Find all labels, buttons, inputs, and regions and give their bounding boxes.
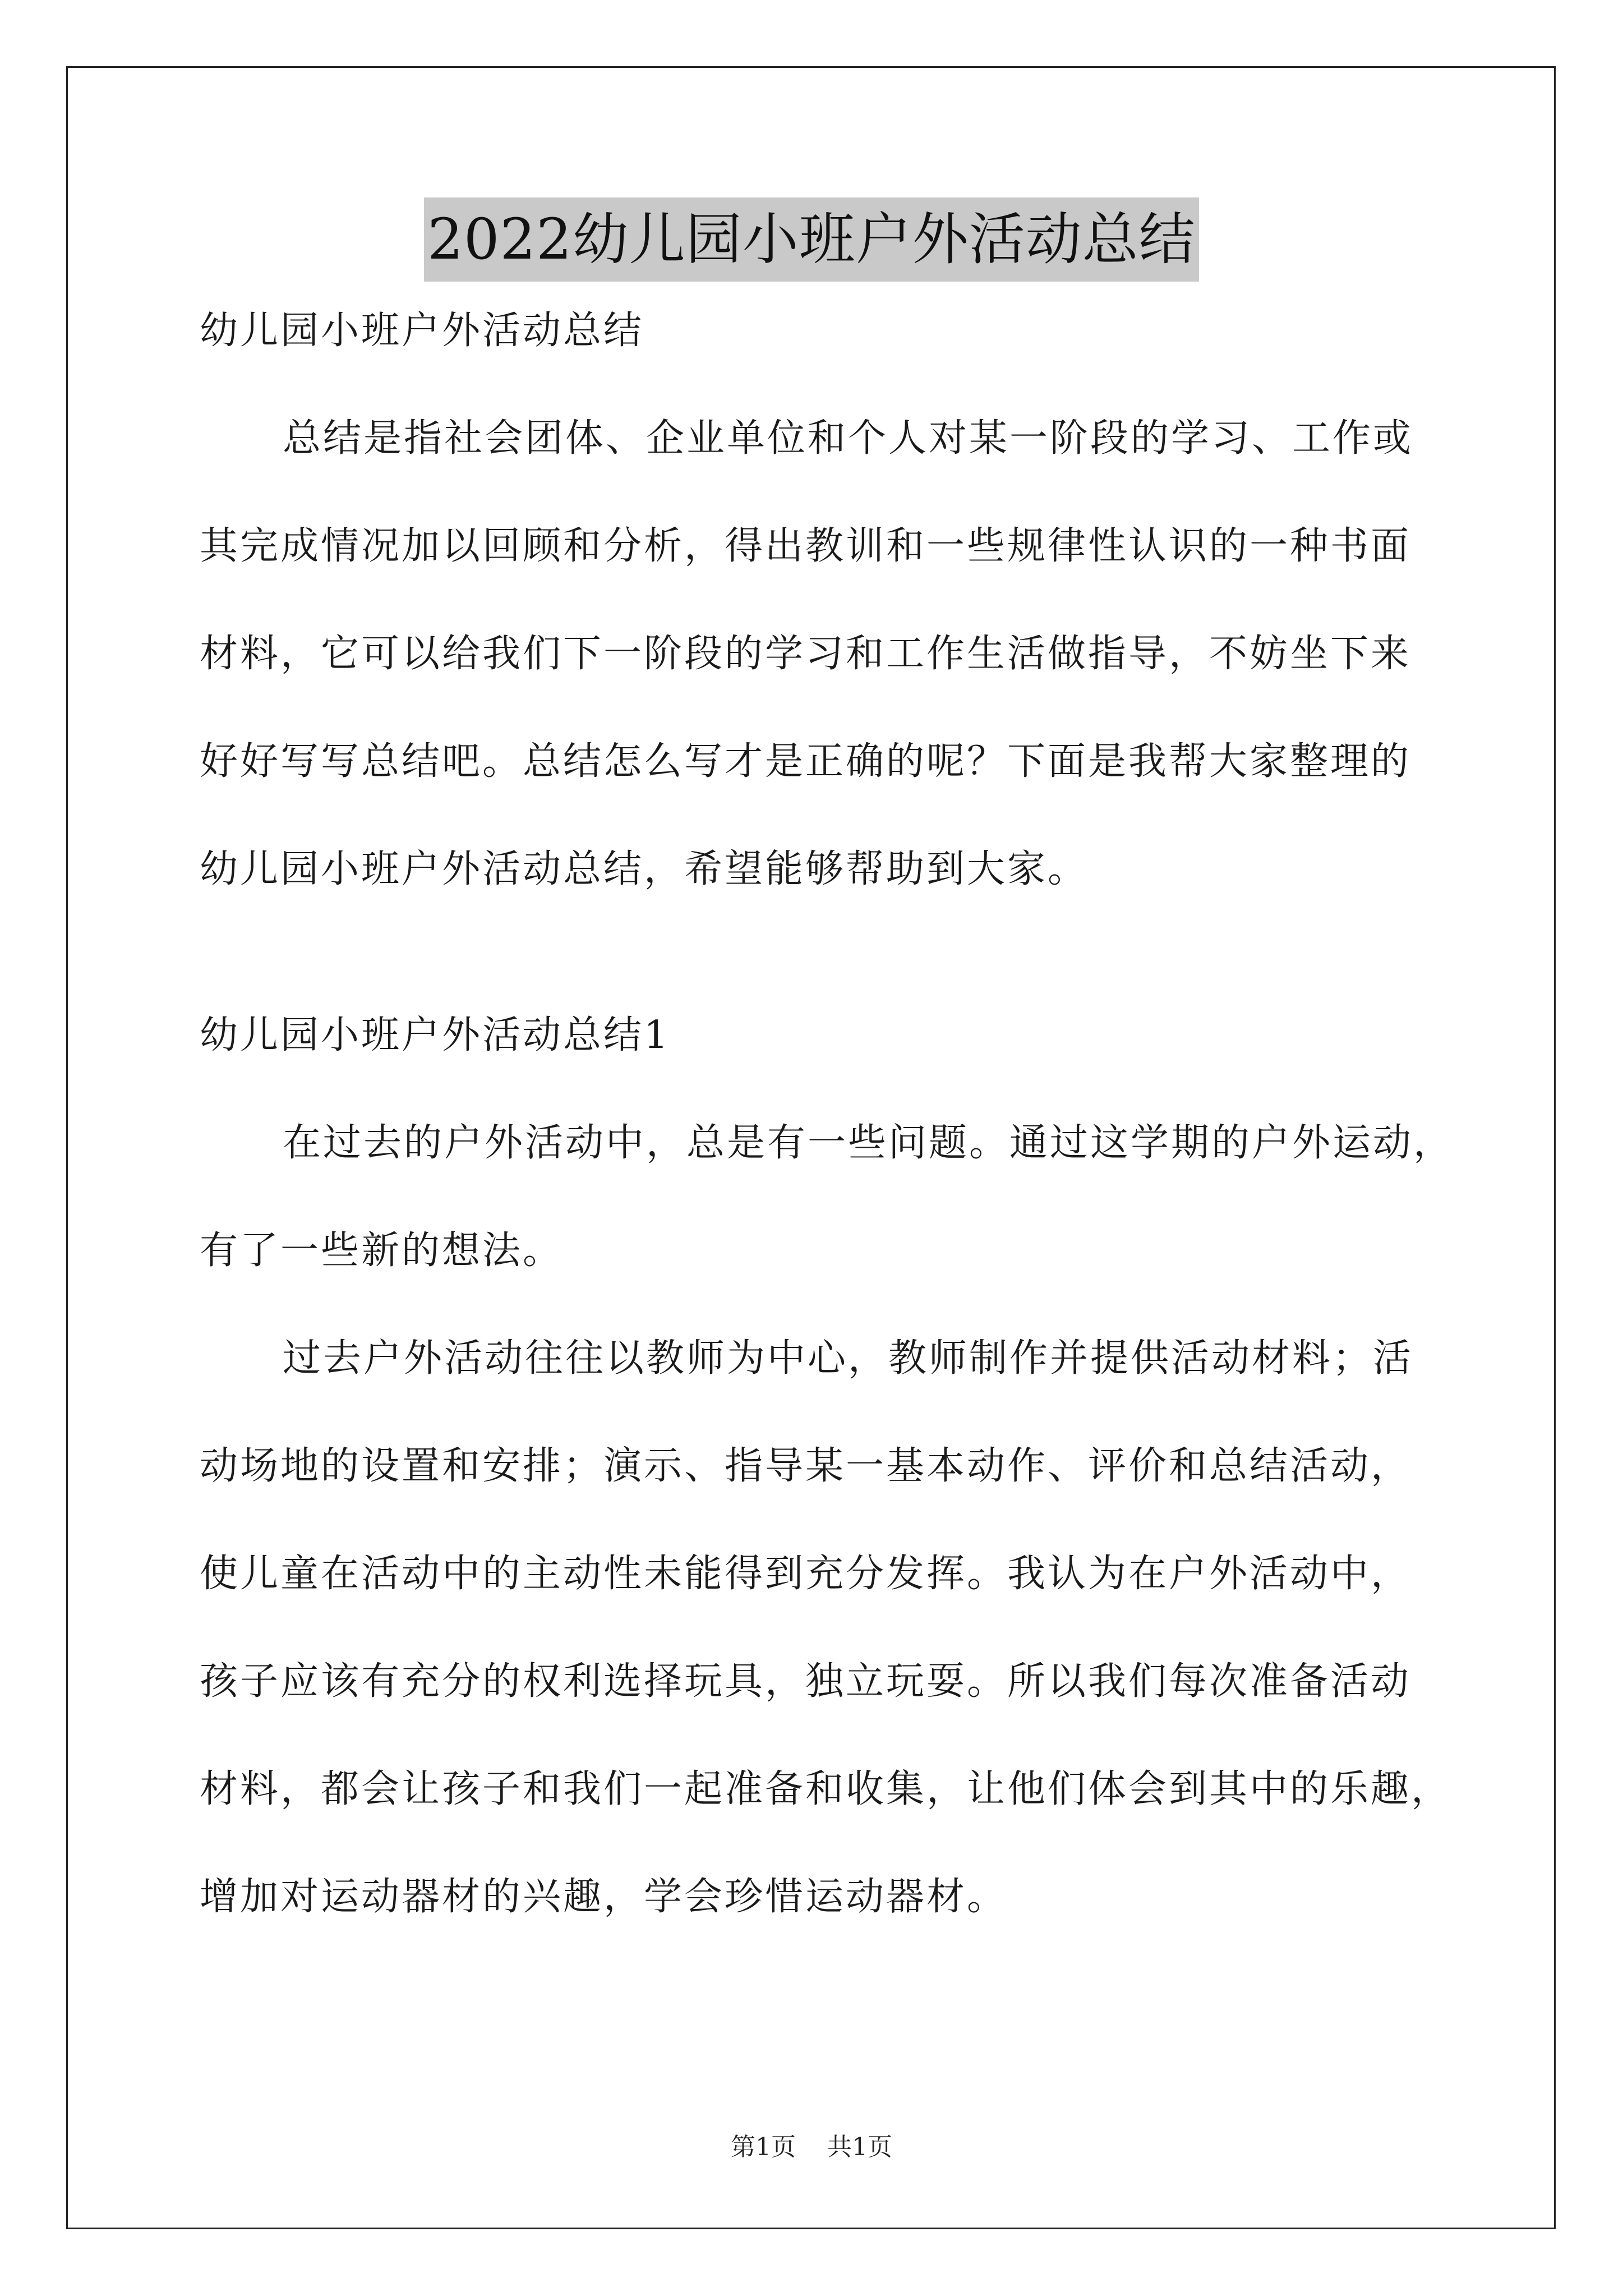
paragraph-line: 孩子应该有充分的权利选择玩具，独立玩耍。所以我们每次准备活动 [200, 1659, 1412, 1704]
document-subtitle: 幼儿园小班户外活动总结 [200, 309, 644, 353]
document-title: 2022幼儿园小班户外活动总结 [424, 197, 1199, 282]
paragraph-line: 过去户外活动往往以教师为中心，教师制作并提供活动材料；活 [283, 1336, 1414, 1381]
document-body [200, 303, 1467, 1977]
paragraph-line: 幼儿园小班户外活动总结，希望能够帮助到大家。 [200, 847, 1089, 891]
paragraph-line: 材料，它可以给我们下一阶段的学习和工作生活做指导，不妨坐下来 [200, 632, 1412, 676]
page-footer [0, 2131, 1623, 2164]
section1-paragraph-2 [200, 1331, 1467, 1925]
section1-paragraph-1 [200, 1115, 1467, 1279]
paragraph-line: 使儿童在活动中的主动性未能得到充分发挥。我认为在户外活动中， [200, 1552, 1412, 1596]
title-area [0, 197, 1623, 282]
paragraph-line: 动场地的设置和安排；演示、指导某一基本动作、评价和总结活动， [200, 1444, 1412, 1488]
paragraph-line: 好好写写总结吧。总结怎么写才是正确的呢？下面是我帮大家整理的 [200, 739, 1412, 784]
paragraph-line: 其完成情况加以回顾和分析，得出教训和一些规律性认识的一种书面 [200, 524, 1412, 568]
page-number: 第1页 [731, 2133, 796, 2161]
paragraph-line: 有了一些新的想法。 [200, 1228, 564, 1273]
total-pages: 共1页 [827, 2133, 892, 2161]
paragraph-line: 增加对运动器材的兴趣，学会珍惜运动器材。 [200, 1875, 1008, 1919]
section-heading: 幼儿园小班户外活动总结1 [200, 1013, 671, 1057]
paragraph-line: 材料，都会让孩子和我们一起准备和收集，让他们体会到其中的乐趣， [200, 1767, 1452, 1811]
intro-paragraph [200, 411, 1467, 898]
paragraph-line: 在过去的户外活动中，总是有一些问题。通过这学期的户外运动， [283, 1121, 1454, 1165]
paragraph-line: 总结是指社会团体、企业单位和个人对某一阶段的学习、工作或 [283, 416, 1414, 461]
